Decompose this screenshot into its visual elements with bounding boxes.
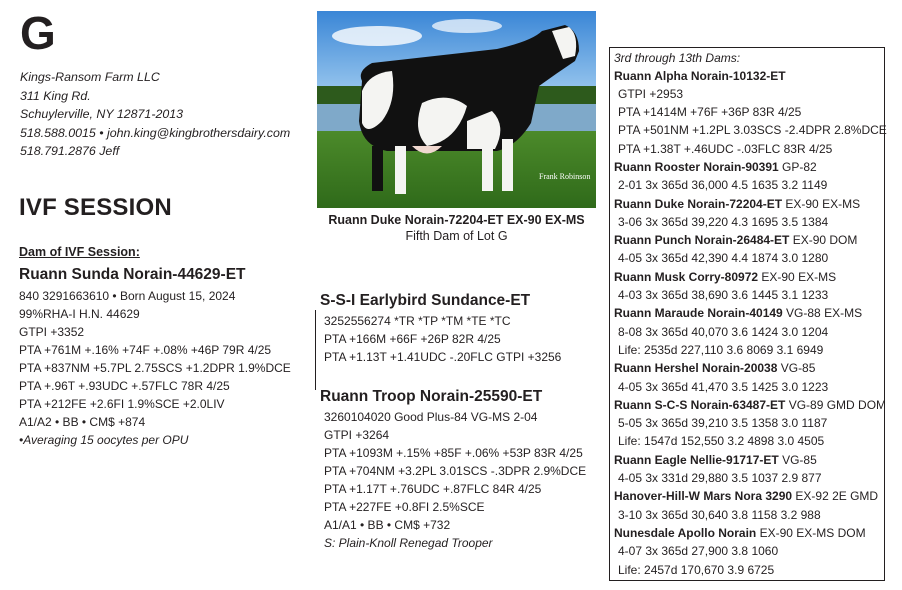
record-row: PTA +501NM +1.2PL 3.03SCS -2.4DPR 2.8%DCE: [618, 123, 887, 138]
ancestor-dam-score: EX-90 EX-MS DOM: [756, 525, 866, 540]
second-dam-info-line: PTA +1.17T +.76UDC +.87FLC 84R 4/25: [324, 482, 542, 496]
farm-address: 311 King Rd.: [20, 88, 91, 103]
dam-info-line: PTA +837NM +5.7PL 2.75SCS +1.2DPR 1.9%DCE: [19, 361, 291, 375]
phone-email: 518.588.0015 • john.king@kingbrothersdairy.com: [20, 125, 291, 140]
record-row: 5-05 3x 365d 39,210 3.5 1358 3.0 1187: [618, 416, 828, 431]
farm-city: Schuylerville, NY 12871-2013: [20, 107, 184, 122]
record-row: 4-05 3x 365d 42,390 4.4 1874 3.0 1280: [618, 251, 829, 266]
sire-info-line: PTA +166M +66F +26P 82R 4/25: [324, 332, 501, 346]
sire-info-line: 3252556274 *TR *TP *TM *TE *TC: [324, 314, 511, 328]
ancestor-dam-name: Hanover-Hill-W Mars Nora 3290: [614, 489, 793, 504]
dam-info-line: PTA +761M +.16% +74F +.08% +46P 79R 4/25: [19, 343, 272, 357]
vertical-rule: [315, 310, 316, 390]
ancestor-dam-row: [614, 487, 884, 505]
photo-caption: [317, 212, 596, 244]
ancestor-dam-name: Ruann Duke Norain-72204-ET: [614, 196, 783, 211]
ancestor-dam-score: VG-88 EX-MS: [782, 306, 863, 321]
dam-info-line: A1/A2 • BB • CM$ +874: [19, 415, 146, 429]
caption-subtitle: Fifth Dam of Lot G: [405, 229, 508, 243]
record-row: GTPI +2953: [618, 86, 684, 101]
dam-info-line: 840 3291663610 • Born August 15, 2024: [19, 289, 236, 303]
dam-info-line: 99%RHA-I H.N. 44629: [19, 307, 140, 321]
record-row: 3-06 3x 365d 39,220 4.3 1695 3.5 1384: [618, 214, 829, 229]
ancestor-dam-name: Ruann Punch Norain-26484-ET: [614, 233, 790, 248]
dam-label: Dam of IVF Session:: [19, 245, 140, 259]
phone-secondary: 518.791.2876 Jeff: [20, 144, 120, 159]
dam-info-lines: [19, 287, 291, 431]
ancestor-dam-name: Nunesdale Apollo Norain: [614, 525, 757, 540]
ancestor-dam-score: EX-90 EX-MS: [758, 269, 837, 284]
dam-section: [19, 266, 291, 449]
cow-photo-svg: [317, 11, 596, 208]
ancestor-dam-score: EX-92 2E GMD: [792, 489, 879, 504]
second-dam-sire: S: Plain-Knoll Renegad Trooper: [324, 536, 493, 550]
record-row: Life: 1547d 152,550 3.2 4898 3.0 4505: [618, 434, 825, 449]
record-row: Life: 2535d 227,110 3.6 8069 3.1 6949: [618, 342, 824, 357]
ancestor-dam-score: VG-85: [777, 361, 816, 376]
ancestor-dam-row: [614, 158, 884, 176]
ancestor-dam-score: EX-90 EX-MS: [782, 196, 861, 211]
ancestor-dam-row: [614, 304, 884, 322]
record-row: PTA +1414M +76F +36P 83R 4/25: [618, 105, 802, 120]
cow-photo: [317, 11, 596, 208]
ancestor-dam-row: [614, 359, 884, 377]
cloud: [432, 19, 502, 33]
ancestor-dam-row: [614, 524, 884, 542]
record-row: 2-01 3x 365d 36,000 4.5 1635 3.2 1149: [618, 178, 828, 193]
second-dam-info-line: 3260104020 Good Plus-84 VG-MS 2-04: [324, 410, 538, 424]
sire-info-line: PTA +1.13T +1.41UDC -.20FLC GTPI +3256: [324, 350, 562, 364]
ancestor-dam-row: [614, 231, 884, 249]
ancestor-dam-row: [614, 451, 884, 469]
ancestor-dam-name: Ruann Musk Corry-80972: [614, 269, 759, 284]
record-row: 4-03 3x 365d 38,690 3.6 1445 3.1 1233: [618, 288, 829, 303]
ancestor-dam-row: [614, 195, 884, 213]
sire-info-lines: [324, 312, 561, 366]
record-row: 4-07 3x 365d 27,900 3.8 1060: [618, 544, 779, 559]
second-dam-info-line: A1/A1 • BB • CM$ +732: [324, 518, 451, 532]
second-dam-info-line: PTA +1093M +.15% +85F +.06% +53P 83R 4/25: [324, 446, 583, 460]
lot-letter: G: [20, 7, 56, 59]
ancestor-dam-score: VG-89 GMD DOM: [785, 397, 887, 412]
ancestor-dam-name: Ruann Alpha Norain-10132-ET: [614, 68, 786, 83]
second-dam-name: Ruann Troop Norain-25590-ET: [320, 388, 543, 405]
ancestor-dam-name: Ruann Rooster Norain-90391: [614, 159, 779, 174]
farm-name: Kings-Ransom Farm LLC: [20, 70, 160, 84]
contact-block: [20, 68, 290, 161]
ancestor-dam-row: [614, 67, 884, 85]
record-row: PTA +1.38T +.46UDC -.03FLC 83R 4/25: [618, 141, 833, 156]
second-dam-info-line: PTA +704NM +3.2PL 3.01SCS -.3DPR 2.9%DCE: [324, 464, 587, 478]
ancestor-dam-row: [614, 268, 884, 286]
ancestor-dam-name: Ruann Hershel Norain-20038: [614, 361, 778, 376]
sire-section: [320, 292, 561, 366]
dam-info-line: GTPI +3352: [19, 325, 85, 339]
cloud: [332, 26, 422, 46]
dam-info-line: PTA +212FE +2.6FI 1.9%SCE +2.0LIV: [19, 397, 225, 411]
dam-note: •Averaging 15 oocytes per OPU: [19, 433, 189, 447]
second-dam-info-lines: [324, 408, 586, 534]
record-row: 4-05 3x 365d 41,470 3.5 1425 3.0 1223: [618, 379, 829, 394]
caption-title: Ruann Duke Norain-72204-ET EX-90 EX-MS: [328, 213, 585, 227]
session-title: IVF SESSION: [19, 194, 172, 221]
ancestor-dam-score: VG-85: [778, 452, 817, 467]
second-dam-info-line: GTPI +3264: [324, 428, 390, 442]
sire-name: S-S-I Earlybird Sundance-ET: [320, 292, 531, 309]
dams-box: [614, 50, 887, 579]
record-row: 8-08 3x 365d 40,070 3.6 1424 3.0 1204: [618, 324, 829, 339]
second-dam-info-line: PTA +227FE +0.8FI 2.5%SCE: [324, 500, 485, 514]
photo-watermark: Frank Robinson: [539, 172, 591, 181]
ancestor-dam-name: Ruann Eagle Nellie-91717-ET: [614, 452, 779, 467]
dam-name: Ruann Sunda Norain-44629-ET: [19, 266, 246, 283]
ancestor-dam-score: GP-82: [778, 159, 817, 174]
ancestor-dam-name: Ruann S-C-S Norain-63487-ET: [614, 397, 786, 412]
ancestor-dam-row: [614, 396, 887, 414]
record-row: 4-05 3x 331d 29,880 3.5 1037 2.9 877: [618, 471, 822, 486]
record-row: Life: 2457d 170,670 3.9 6725: [618, 562, 775, 577]
ancestor-dam-name: Ruann Maraude Norain-40149: [614, 306, 783, 321]
record-row: 3-10 3x 365d 30,640 3.8 1158 3.2 988: [618, 507, 821, 522]
ancestor-dam-score: EX-90 DOM: [789, 233, 858, 248]
dam-info-line: PTA +.96T +.93UDC +.57FLC 78R 4/25: [19, 379, 230, 393]
second-dam-section: [320, 388, 586, 552]
dams-heading: 3rd through 13th Dams:: [614, 51, 741, 65]
